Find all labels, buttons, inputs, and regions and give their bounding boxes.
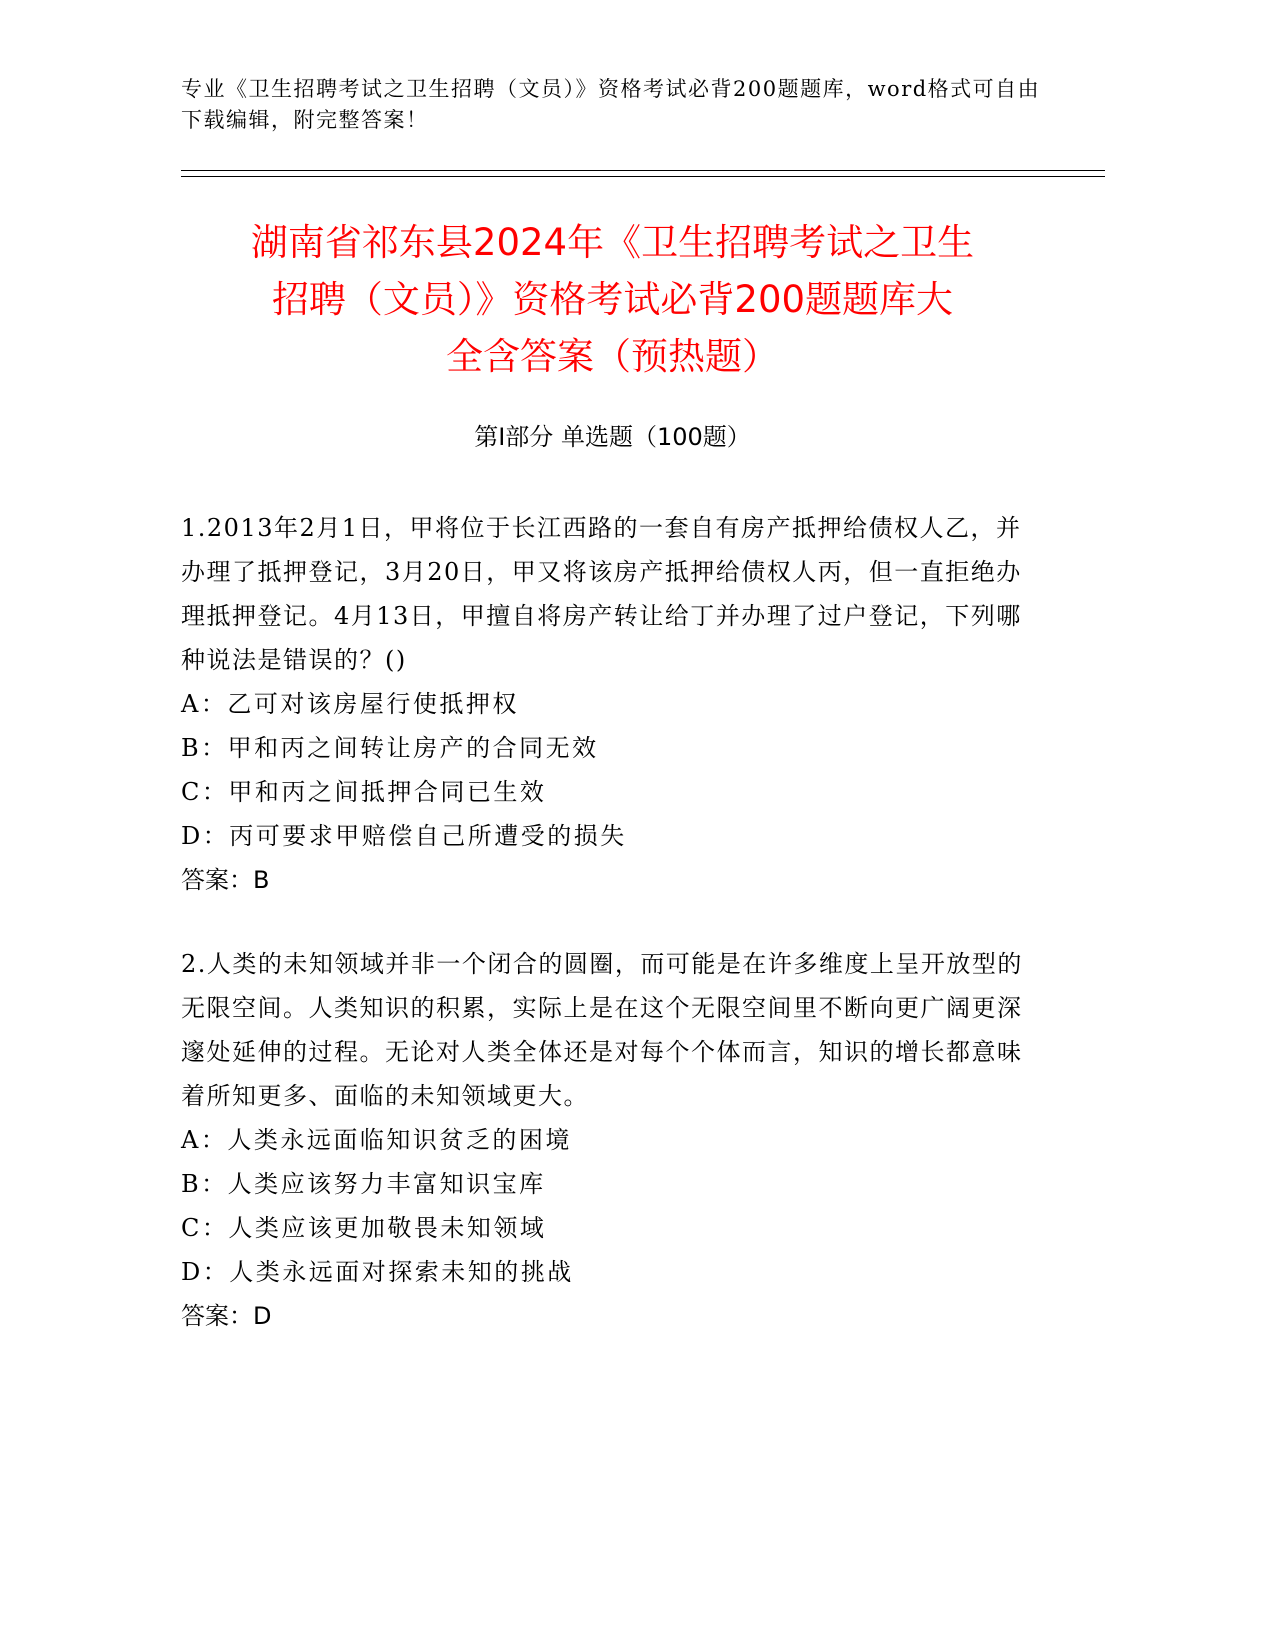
document-title-line-2: 招聘（文员）》资格考试必背200题题库大: [271, 278, 954, 321]
question-1-answer: 答案：B: [181, 866, 270, 894]
question-2-option-d: D：人类永远面对探索未知的挑战: [181, 1258, 574, 1286]
question-2-stem: 2.人类的未知领域并非一个闭合的圆圈，而可能是在许多维度上呈开放型的无限空间。人类知识的积累，实际上是在这个无限空间里不断向更广阔更深邃处延伸的过程。无论对人类全体还是对每个个体而言，知识的增长都意味着所知更多、面临的未知领域更大。: [181, 950, 1023, 1110]
section-title: 第Ⅰ部分 单选题（100题）: [474, 423, 751, 451]
document-title-line-3: 全含答案（预热题）: [446, 335, 779, 378]
question-2-option-b: B：人类应该努力丰富知识宝库: [181, 1170, 546, 1198]
header-note: 专业《卫生招聘考试之卫生招聘（文员）》资格考试必背200题题库，word格式可自由下载编辑，附完整答案！: [181, 77, 1041, 132]
question-2-answer: 答案：D: [181, 1302, 272, 1330]
question-1-option-a: A：乙可对该房屋行使抵押权: [181, 690, 519, 718]
question-2-option-a: A：人类永远面临知识贫乏的困境: [181, 1126, 572, 1154]
question-2-option-c: C：人类应该更加敬畏未知领域: [181, 1214, 547, 1242]
header-divider-top: [181, 170, 1105, 171]
document-title-line-1: 湖南省祁东县2024年《卫生招聘考试之卫生: [250, 221, 975, 264]
question-2: [181, 942, 1041, 1338]
question-1: [181, 506, 1041, 902]
document-title: [150, 214, 1075, 385]
question-1-option-b: B：甲和丙之间转让房产的合同无效: [181, 734, 599, 762]
question-1-stem: 1.2013年2月1日，甲将位于长江西路的一套自有房产抵押给债权人乙，并办理了抵押登记，3月20日，甲又将该房产抵押给债权人丙，但一直拒绝办理抵押登记。4月13日，甲擅自将房产转让给丁并办理了过户登记，下列哪种说法是错误的？(): [181, 514, 1022, 674]
header-divider-bottom: [181, 176, 1105, 177]
question-1-option-c: C：甲和丙之间抵押合同已生效: [181, 778, 547, 806]
question-1-option-d: D：丙可要求甲赔偿自己所遭受的损失: [181, 822, 627, 850]
